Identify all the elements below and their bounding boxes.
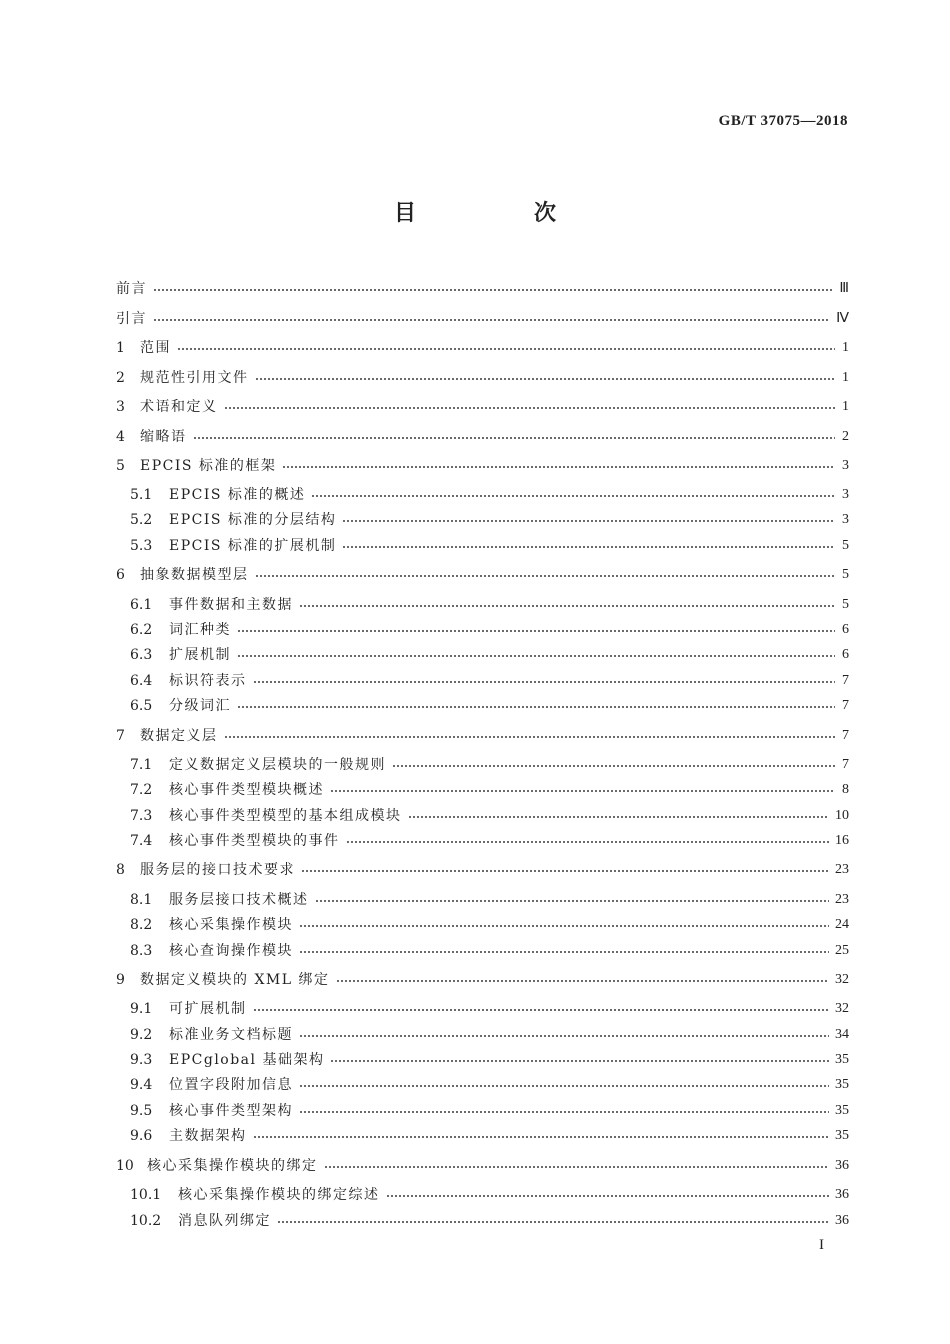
toc-entry [130,1098,849,1124]
toc-entry [130,1182,849,1208]
toc-entry-page: 3 [842,512,849,527]
toc-entry [116,365,849,391]
toc-entry-number: 9.5 [130,1103,153,1119]
toc-entry-number: 10.2 [130,1213,162,1229]
toc-entry-number: 5 [116,458,125,474]
dot-leader [153,306,830,332]
dot-leader [408,803,830,829]
toc-entry-number: 9.1 [130,1001,153,1017]
toc-entry-page: 23 [835,862,849,877]
toc-entry [116,967,849,993]
toc-entry-number: 3 [116,399,125,415]
toc-entry-number: 8 [116,862,125,878]
toc-entry [130,1022,849,1048]
dot-leader [277,1208,829,1234]
toc-entry [130,668,849,694]
toc-entry [130,777,849,803]
toc-entry-number: 8.2 [130,917,153,933]
dot-leader [330,1047,829,1073]
toc-entry-text: 抽象数据模型层 [140,567,249,583]
toc-entry-page: 16 [835,833,849,848]
toc-entry-page: 7 [842,673,849,688]
toc-entry-text: 术语和定义 [140,399,218,415]
toc-entry [130,1123,849,1149]
toc-entry [130,996,849,1022]
toc-entry-text: 缩略语 [140,429,187,445]
toc-entry [116,276,849,302]
toc-entry-number: 7.4 [130,833,153,849]
toc-entry-page: 35 [835,1052,849,1067]
toc-entry-number: 6.1 [130,597,153,613]
toc-entry-text: EPCIS 标准的分层结构 [169,512,337,528]
dot-leader [330,777,835,803]
toc-entry-number: 9 [116,972,125,988]
dot-leader [255,562,836,588]
toc-entry-number: 7 [116,728,125,744]
toc-entry-text: EPCglobal 基础架构 [169,1052,325,1068]
toc-entry-number: 7.2 [130,782,153,798]
toc-entry-text: 事件数据和主数据 [169,597,293,613]
toc-entry-text: 数据定义模块的 XML 绑定 [140,972,330,988]
toc-entry [130,828,849,854]
toc-entry [130,507,849,533]
toc-entry-text: 核心查询操作模块 [169,943,293,959]
toc-entry-text: 核心采集操作模块的绑定综述 [178,1187,380,1203]
toc-entry [116,562,849,588]
toc-entry-text: 消息队列绑定 [178,1213,271,1229]
dot-leader [324,1153,830,1179]
toc-entry-page: 1 [842,340,849,355]
toc-entry [130,1047,849,1073]
toc-entry-text: EPCIS 标准的概述 [169,487,306,503]
toc-entry [116,335,849,361]
dot-leader [346,828,830,854]
toc-entry-page: Ⅳ [836,311,849,326]
toc-entry-number: 5.1 [130,487,153,503]
toc-entry-number: 8.3 [130,943,153,959]
toc-entry-text: 核心采集操作模块的绑定 [147,1158,318,1174]
toc-entry [130,1072,849,1098]
toc-entry-text: 数据定义层 [140,728,218,744]
toc-entry-page: 35 [835,1077,849,1092]
toc-entry [116,857,849,883]
dot-leader [301,857,829,883]
toc-entry-page: 7 [842,698,849,713]
dot-leader [282,453,835,479]
toc-entry [130,533,849,559]
toc-entry-text: 核心事件类型模块概述 [169,782,324,798]
toc-entry-page: 5 [842,538,849,553]
toc-entry [116,453,849,479]
toc-entry-text: 范围 [140,340,171,356]
toc-entry-page: 2 [842,429,849,444]
toc-entry-number: 9.2 [130,1027,153,1043]
toc-entry-page: 5 [842,597,849,612]
dot-leader [237,617,835,643]
toc-entry-text: 词汇种类 [169,622,231,638]
toc-entry-text: 前言 [116,281,147,297]
toc-entry-number: 9.6 [130,1128,153,1144]
toc-entry-text: 核心事件类型模块的事件 [169,833,340,849]
toc-entry-page: 6 [842,622,849,637]
toc-entry-number: 6.3 [130,647,153,663]
toc-entry [116,1153,849,1179]
dot-leader [299,938,829,964]
toc-entry-number: 5.3 [130,538,153,554]
toc-entry-text: EPCIS 标准的框架 [140,458,277,474]
dot-leader [253,996,830,1022]
toc-entry-page: 7 [842,757,849,772]
toc-entry-number: 2 [116,370,125,386]
standard-code: GB/T 37075—2018 [718,113,848,129]
toc-entry-number: 6.2 [130,622,153,638]
toc-entry-page: 1 [842,399,849,414]
toc-entry [116,723,849,749]
toc-entry-number: 6.4 [130,673,153,689]
dot-leader [315,887,830,913]
dot-leader [311,482,835,508]
toc-entry-text: 主数据架构 [169,1128,247,1144]
toc-entry-text: 引言 [116,311,147,327]
dot-leader [342,507,835,533]
dot-leader [153,276,833,302]
toc-entry-page: 36 [835,1213,849,1228]
toc-entry [130,752,849,778]
toc-entry [130,482,849,508]
toc-entry-page: 34 [835,1027,849,1042]
dot-leader [253,1123,830,1149]
toc-entry-number: 4 [116,429,125,445]
dot-leader [342,533,835,559]
toc-entry-number: 10.1 [130,1187,162,1203]
dot-leader [299,912,829,938]
toc-entry-text: 扩展机制 [169,647,231,663]
dot-leader [386,1182,830,1208]
dot-leader [336,967,830,993]
toc-entry-text: 标准业务文档标题 [169,1027,293,1043]
toc-entry-number: 7.1 [130,757,153,773]
toc-entry-page: 25 [835,943,849,958]
dot-leader [224,723,836,749]
toc-entry-number: 1 [116,340,125,356]
dot-leader [299,1098,829,1124]
toc-entry [130,693,849,719]
toc-entry [130,938,849,964]
toc-entry-number: 6.5 [130,698,153,714]
toc-entry [116,424,849,450]
toc-entry-text: 位置字段附加信息 [169,1077,293,1093]
dot-leader [392,752,835,778]
toc-entry-page: 23 [835,892,849,907]
dot-leader [299,1022,829,1048]
toc-entry [130,803,849,829]
toc-entry-number: 8.1 [130,892,153,908]
toc-entry-text: 分级词汇 [169,698,231,714]
dot-leader [299,1072,829,1098]
dot-leader [299,592,835,618]
toc-entry-text: 服务层接口技术概述 [169,892,309,908]
toc-entry-page: Ⅲ [839,281,849,296]
dot-leader [237,642,835,668]
toc-entry-text: 标识符表示 [169,673,247,689]
toc-entry-page: 24 [835,917,849,932]
toc-entry-page: 8 [842,782,849,797]
toc-entry-page: 32 [835,972,849,987]
toc-entry-page: 1 [842,370,849,385]
toc-entry-text: 服务层的接口技术要求 [140,862,295,878]
toc-entry [130,592,849,618]
toc-entry [116,394,849,420]
toc-entry-page: 3 [842,458,849,473]
toc-entry [130,642,849,668]
dot-leader [193,424,836,450]
toc-entry-number: 9.4 [130,1077,153,1093]
toc-entry-page: 10 [835,808,849,823]
dot-leader [177,335,835,361]
dot-leader [255,365,836,391]
toc-entry-number: 6 [116,567,125,583]
toc-entry-number: 9.3 [130,1052,153,1068]
toc-entry-page: 35 [835,1103,849,1118]
toc-entry-page: 32 [835,1001,849,1016]
toc-entry-page: 3 [842,487,849,502]
page-title: 目 次 [393,200,604,226]
toc-entry-number: 5.2 [130,512,153,528]
toc-entry-text: EPCIS 标准的扩展机制 [169,538,337,554]
toc-entry-page: 7 [842,728,849,743]
toc-entry-text: 核心采集操作模块 [169,917,293,933]
dot-leader [224,394,836,420]
toc-entry-text: 核心事件类型模型的基本组成模块 [169,808,402,824]
toc-entry [130,912,849,938]
dot-leader [253,668,836,694]
toc-entry [130,887,849,913]
toc-entry-text: 可扩展机制 [169,1001,247,1017]
toc-entry-text: 核心事件类型架构 [169,1103,293,1119]
page-number: I [819,1237,824,1253]
toc-entry-number: 7.3 [130,808,153,824]
toc-entry-number: 10 [116,1158,134,1174]
toc-entry-page: 36 [835,1187,849,1202]
toc-entry-text: 定义数据定义层模块的一般规则 [169,757,386,773]
toc-entry-page: 36 [835,1158,849,1173]
toc-entry [130,617,849,643]
toc-entry [116,306,849,332]
dot-leader [237,693,835,719]
toc-entry [130,1208,849,1234]
toc-entry-page: 5 [842,567,849,582]
toc-entry-text: 规范性引用文件 [140,370,249,386]
toc-entry-page: 35 [835,1128,849,1143]
toc-entry-page: 6 [842,647,849,662]
